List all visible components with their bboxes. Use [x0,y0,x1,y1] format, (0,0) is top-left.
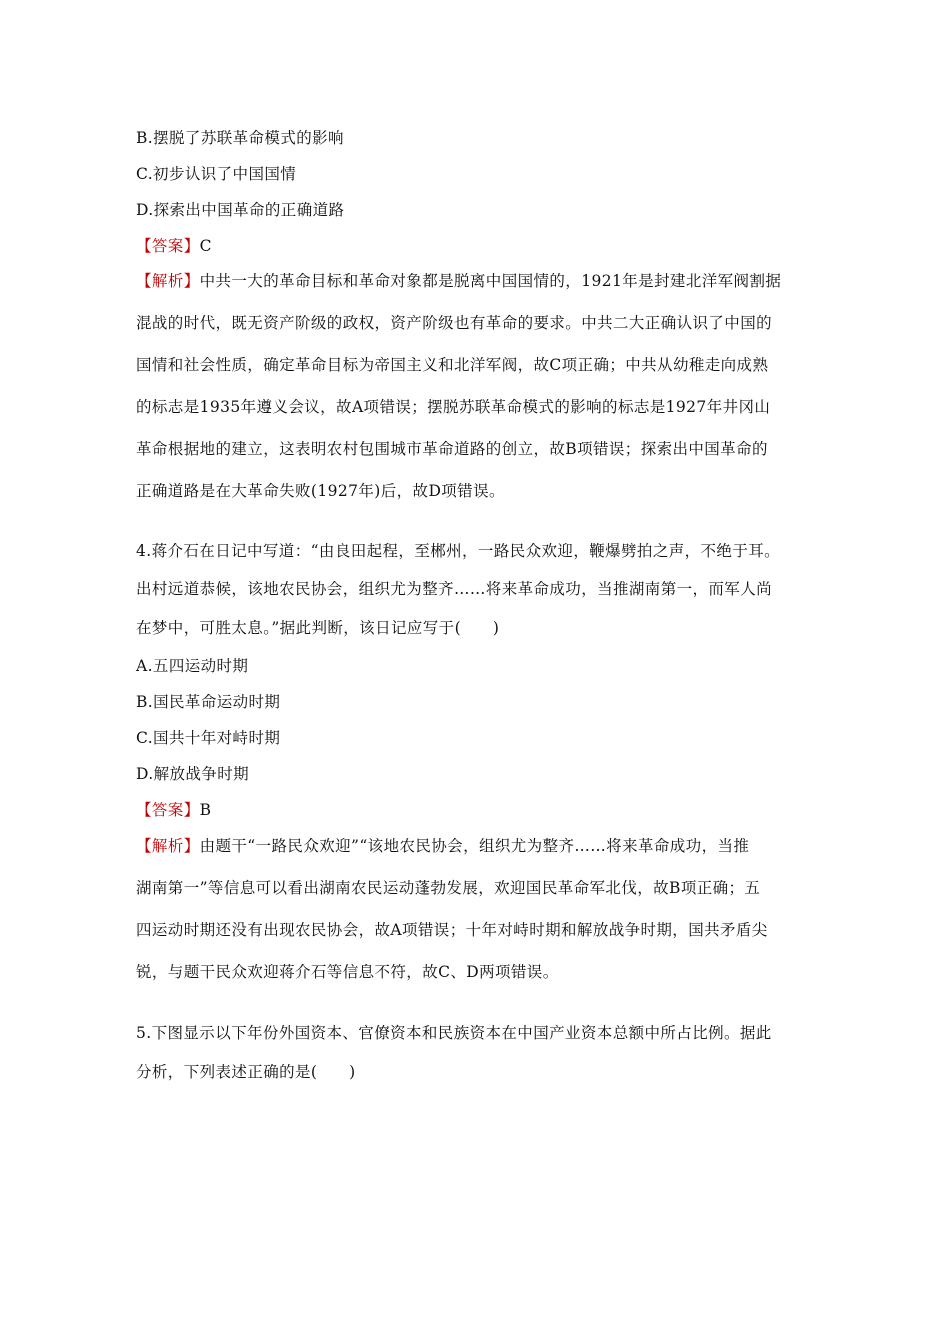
q4-stem-line: 4.蒋介石在日记中写道：“由良田起程，至郴州，一路民众欢迎，鞭爆劈拍之声，不绝于耳。 [136,542,781,560]
q3-analysis-line: 正确道路是在大革命失败(1927年)后，故D项错误。 [136,482,505,500]
q4-analysis-line: 湖南第一”等信息可以看出湖南农民运动蓬勃发展，欢迎国民革命军北伐，故B项正确；五 [136,879,761,897]
q4-stem-line: 在梦中，可胜太息。”据此判断，该日记应写于( ) [136,619,500,637]
answer-value: C [199,237,212,255]
q4-analysis-line: 四运动时期还没有出现农民协会，故A项错误；十年对峙时期和解放战争时期，国共矛盾尖 [136,921,768,939]
option-text: 国民革命运动时期 [153,693,281,711]
answer-tag: 【答案】 [136,801,200,819]
q3-option-d [136,199,826,221]
q3-option-c [136,163,826,185]
option-label: C. [136,165,154,183]
q4-analysis-line: 锐，与题干民众欢迎蒋介石等信息不符，故C、D两项错误。 [136,963,559,981]
option-label: B. [136,693,154,711]
option-label: A. [136,657,153,675]
q4-option-a [136,655,826,677]
option-text: 探索出中国革命的正确道路 [153,201,345,219]
q4-answer [136,799,826,821]
q3-option-b [136,127,826,149]
analysis-tag: 【解析】 [136,272,200,290]
analysis-text: 中共一大的革命目标和革命对象都是脱离中国国情的，1921年是封建北洋军阀割据 [199,272,782,290]
q5-stem-line: 分析，下列表述正确的是( ) [136,1063,356,1081]
option-label: D. [136,765,154,783]
q3-analysis-line: 国情和社会性质，确定革命目标为帝国主义和北洋军阀，故C项正确；中共从幼稚走向成熟 [136,356,769,374]
analysis-text: 由题干“一路民众欢迎”“该地农民协会，组织尤为整齐……将来革命成功，当推 [199,837,750,855]
option-text: 五四运动时期 [152,657,249,675]
q3-analysis-line [136,270,826,292]
q4-option-c [136,727,826,749]
q4-option-d [136,763,826,785]
option-label: B. [136,129,154,147]
option-text: 国共十年对峙时期 [153,729,281,747]
q4-option-b [136,691,826,713]
option-text: 初步认识了中国国情 [153,165,297,183]
q4-analysis-line [136,835,826,857]
q3-answer [136,235,826,257]
option-label: C. [136,729,154,747]
analysis-tag: 【解析】 [136,837,200,855]
option-text: 解放战争时期 [153,765,250,783]
answer-tag: 【答案】 [136,237,200,255]
option-label: D. [136,201,154,219]
option-text: 摆脱了苏联革命模式的影响 [153,129,344,147]
q3-analysis-line: 的标志是1935年遵义会议，故A项错误；摆脱苏联革命模式的影响的标志是1927年井冈山 [136,398,771,416]
q4-stem-line: 出村远道恭候，该地农民协会，组织尤为整齐……将来革命成功，当推湖南第一，而军人尚 [136,580,773,598]
q3-analysis-line: 革命根据地的建立，这表明农村包围城市革命道路的创立，故B项错误；探索出中国革命的 [136,440,768,458]
q3-analysis-line: 混战的时代，既无资产阶级的政权，资产阶级也有革命的要求。中共二大正确认识了中国的 [136,314,773,332]
q5-stem-line: 5.下图显示以下年份外国资本、官僚资本和民族资本在中国产业资本总额中所占比例。据此 [136,1024,772,1042]
answer-value: B [199,801,212,819]
